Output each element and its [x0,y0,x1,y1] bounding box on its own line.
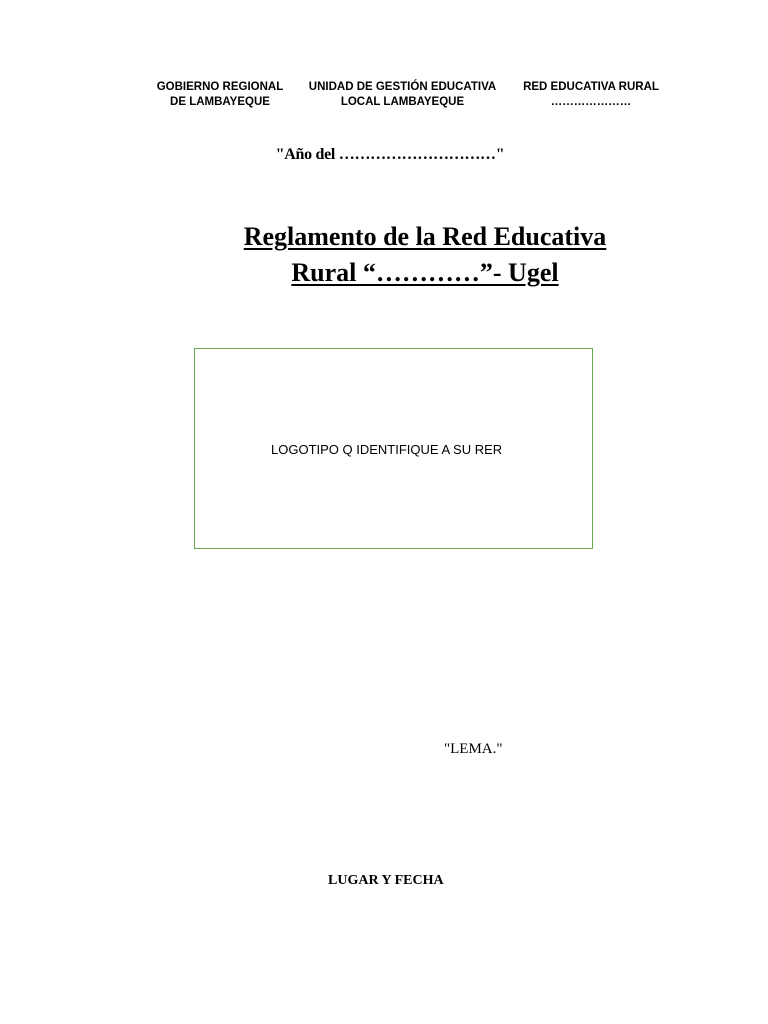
logo-placeholder-box [194,348,593,549]
document-title [0,219,768,291]
year-line: "Año del …………………………" [275,146,505,163]
header-rural-network [515,80,667,110]
header-regional-government [150,80,290,110]
title-line1: Reglamento de la Red Educativa [243,222,607,251]
header-right-line2: ………………… [550,96,632,108]
header-right-line1: RED EDUCATIVA RURAL [523,81,659,93]
logo-placeholder-text: LOGOTIPO Q IDENTIFIQUE A SU RER [271,442,503,457]
place-and-date: LUGAR Y FECHA [328,873,444,888]
motto: "LEMA." [444,741,503,757]
header-ugel [300,80,505,110]
header-center-line1: UNIDAD DE GESTIÓN EDUCATIVA [308,81,497,93]
header-center-line2: LOCAL LAMBAYEQUE [340,96,465,108]
title-line2: Rural “…………”- Ugel [291,258,559,287]
header-left-line1: GOBIERNO REGIONAL [156,81,284,93]
header-left-line2: DE LAMBAYEQUE [170,96,270,108]
